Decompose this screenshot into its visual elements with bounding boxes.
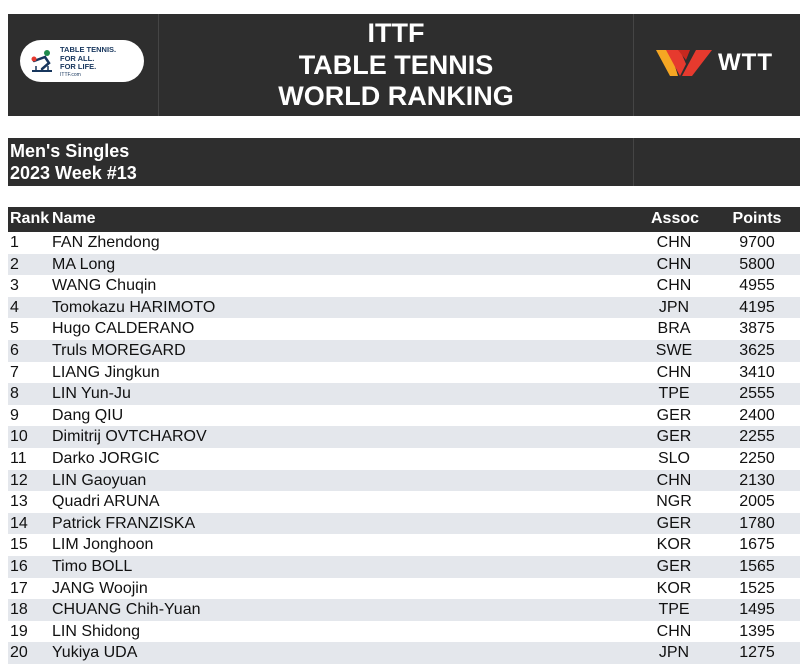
name-cell: Dimitrij OVTCHAROV <box>52 428 207 446</box>
name-cell: FAN Zhendong <box>52 234 160 251</box>
table-row <box>8 362 800 384</box>
points-cell: 4955 <box>739 277 775 295</box>
wtt-w-mark-icon <box>656 46 716 80</box>
points-cell: 2255 <box>739 428 775 446</box>
points-cell: 2400 <box>739 406 775 424</box>
table-row <box>8 254 800 276</box>
assoc-cell: GER <box>656 406 692 424</box>
points-cell: 5800 <box>739 255 775 273</box>
table-header <box>8 207 800 232</box>
name-cell: LIN Shidong <box>52 622 141 640</box>
points-cell: 3410 <box>739 363 775 381</box>
assoc-cell: GER <box>656 557 692 575</box>
column-header-points: Points <box>732 210 782 227</box>
table-row <box>8 426 800 448</box>
rank-cell: 13 <box>10 493 28 511</box>
rank-cell: 19 <box>10 622 28 640</box>
points-cell: 2250 <box>739 449 775 467</box>
rank-cell: 1 <box>10 234 19 251</box>
header-banner <box>8 14 800 116</box>
rank-cell: 17 <box>10 579 28 597</box>
assoc-cell: GER <box>656 514 692 532</box>
title-line: TABLE TENNIS <box>298 49 494 80</box>
points-cell: 2130 <box>739 471 775 489</box>
points-cell: 4195 <box>739 298 775 316</box>
assoc-cell: JPN <box>658 298 690 316</box>
rank-cell: 9 <box>10 406 19 424</box>
rank-cell: 2 <box>10 255 19 273</box>
week-label: 2023 Week #13 <box>10 163 137 183</box>
name-cell: JANG Woojin <box>52 579 148 597</box>
table-tennis-player-icon <box>28 47 56 75</box>
points-cell: 1565 <box>739 557 775 575</box>
assoc-cell: SWE <box>655 341 693 359</box>
column-header-rank: Rank <box>10 210 50 227</box>
name-cell: Patrick FRANZISKA <box>52 514 196 532</box>
table-row <box>8 318 800 340</box>
category-title <box>10 140 137 184</box>
table-row <box>8 599 800 621</box>
points-cell: 2555 <box>739 385 775 403</box>
name-cell: Truls MOREGARD <box>52 341 186 359</box>
name-cell: Dang QIU <box>52 406 124 424</box>
table-row <box>8 297 800 319</box>
rank-cell: 12 <box>10 471 28 489</box>
ranking-table-body <box>8 232 800 664</box>
table-row <box>8 621 800 643</box>
table-row <box>8 642 800 664</box>
assoc-cell: GER <box>656 428 692 446</box>
name-cell: LIM Jonghoon <box>52 536 154 554</box>
assoc-cell: CHN <box>656 622 692 640</box>
name-cell: Darko JORGIC <box>52 449 160 467</box>
title-line: WORLD RANKING <box>278 81 514 111</box>
rank-cell: 20 <box>10 644 28 662</box>
name-cell: Quadri ARUNA <box>52 493 160 511</box>
rank-cell: 15 <box>10 536 28 554</box>
rank-cell: 8 <box>10 385 19 403</box>
assoc-cell: CHN <box>656 255 692 273</box>
column-header-name: Name <box>52 210 96 227</box>
points-cell: 3875 <box>739 320 775 338</box>
rank-cell: 4 <box>10 298 19 316</box>
rank-cell: 3 <box>10 277 19 295</box>
assoc-cell: CHN <box>656 277 692 295</box>
rank-cell: 6 <box>10 341 19 359</box>
assoc-cell: CHN <box>656 471 692 489</box>
name-cell: Timo BOLL <box>52 557 133 575</box>
wtt-logo-cell <box>633 14 800 116</box>
title-line: ITTF <box>367 18 425 48</box>
rank-cell: 10 <box>10 428 28 446</box>
points-cell: 1525 <box>739 579 775 597</box>
rank-cell: 14 <box>10 514 28 532</box>
assoc-cell: CHN <box>656 363 692 381</box>
points-cell: 1275 <box>739 644 775 662</box>
assoc-cell: JPN <box>658 644 690 662</box>
category-label: Men's Singles <box>10 141 130 161</box>
name-cell: Yukiya UDA <box>52 644 138 662</box>
column-header-assoc: Assoc <box>650 210 700 227</box>
assoc-cell: BRA <box>657 320 691 338</box>
points-cell: 1395 <box>739 622 775 640</box>
table-row <box>8 534 800 556</box>
rank-cell: 7 <box>10 363 19 381</box>
assoc-cell: KOR <box>656 536 692 554</box>
rank-cell: 5 <box>10 320 19 338</box>
name-cell: LIN Gaoyuan <box>52 471 147 489</box>
points-cell: 3625 <box>739 341 775 359</box>
points-cell: 1675 <box>739 536 775 554</box>
name-cell: Hugo CALDERANO <box>52 320 195 338</box>
name-cell: LIN Yun-Ju <box>52 385 131 403</box>
ittf-site: ITTF.com <box>60 72 81 78</box>
assoc-cell: TPE <box>658 601 690 619</box>
name-cell: WANG Chuqin <box>52 277 157 295</box>
points-cell: 9700 <box>739 234 775 251</box>
table-row <box>8 232 800 254</box>
table-row <box>8 275 800 297</box>
points-cell: 1495 <box>739 601 775 619</box>
points-cell: 2005 <box>739 493 775 511</box>
ittf-slogan: TABLE TENNIS. FOR ALL. FOR LIFE. <box>60 45 117 71</box>
table-row <box>8 383 800 405</box>
name-cell: CHUANG Chih-Yuan <box>52 601 201 619</box>
points-cell: 1780 <box>739 514 775 532</box>
rank-cell: 18 <box>10 601 28 619</box>
assoc-cell: TPE <box>658 385 690 403</box>
table-row <box>8 448 800 470</box>
wtt-logo <box>656 46 786 80</box>
table-row <box>8 340 800 362</box>
ittf-logo-cell <box>8 14 159 116</box>
rank-cell: 11 <box>10 449 27 467</box>
table-row <box>8 513 800 535</box>
table-row <box>8 470 800 492</box>
name-cell: LIANG Jingkun <box>52 363 160 381</box>
rank-cell: 16 <box>10 557 28 575</box>
assoc-cell: NGR <box>656 493 692 511</box>
assoc-cell: CHN <box>656 234 692 251</box>
name-cell: MA Long <box>52 255 116 273</box>
wtt-label: WTT <box>718 49 773 76</box>
assoc-cell: KOR <box>656 579 692 597</box>
ittf-logo <box>20 40 144 82</box>
category-banner <box>8 138 800 186</box>
category-banner-right <box>633 138 800 186</box>
table-row <box>8 556 800 578</box>
table-row <box>8 491 800 513</box>
table-row <box>8 405 800 427</box>
name-cell: Tomokazu HARIMOTO <box>52 298 216 316</box>
page-title <box>158 18 634 113</box>
assoc-cell: SLO <box>657 449 690 467</box>
table-row <box>8 578 800 600</box>
